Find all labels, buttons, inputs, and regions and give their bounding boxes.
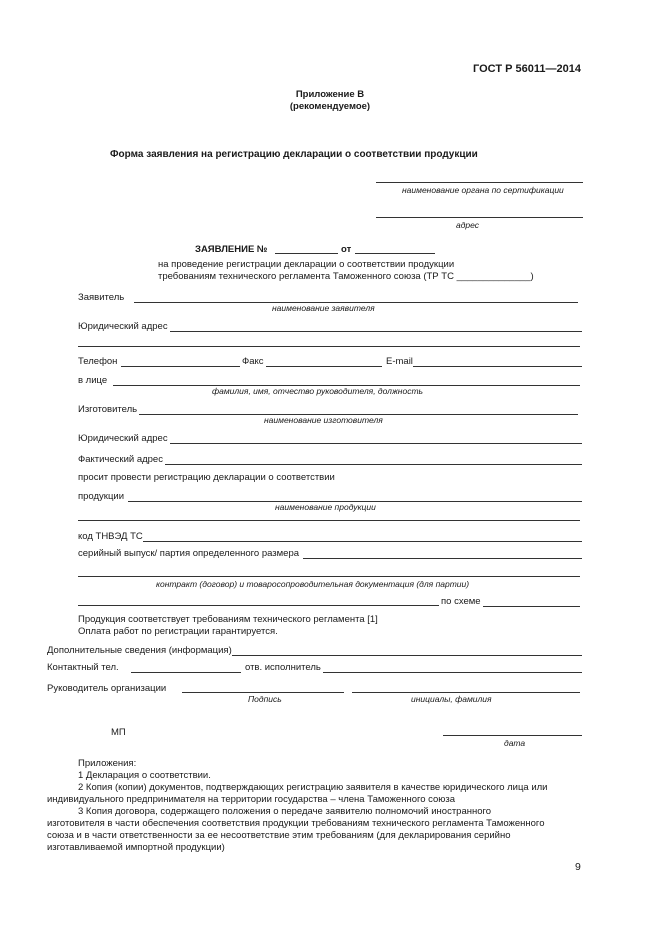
attachment-3-line4: изготавливаемой импортной продукции) xyxy=(47,842,225,853)
attachment-3-line2: изготовителя в части обеспечения соответствия продукции требованиям технического регламента Таможенного xyxy=(47,818,545,829)
additional-label: Дополнительные сведения (информация) xyxy=(47,645,232,656)
product-field[interactable] xyxy=(78,491,582,502)
page-number: 9 xyxy=(575,861,581,873)
legal-address-field[interactable] xyxy=(78,321,582,332)
applicant-caption: наименование заявителя xyxy=(272,303,375,313)
serial-label: серийный выпуск/ партия определенного размера xyxy=(78,548,300,559)
attachment-3-line3: союза и в части ответственности за ее несоответствие этим требованиям (для декларирования серийно xyxy=(47,830,511,841)
contract-caption: контракт (договор) и товаросопроводительная документация (для партии) xyxy=(156,579,470,589)
application-heading-from: от xyxy=(341,244,352,255)
product-line2[interactable] xyxy=(78,520,580,521)
additional-field[interactable] xyxy=(47,645,582,656)
person-label: в лице xyxy=(78,375,108,386)
applicant-field[interactable] xyxy=(78,292,578,303)
applicant-label: Заявитель xyxy=(78,292,125,303)
manufacturer-caption: наименование изготовителя xyxy=(264,415,383,425)
actual-address-field[interactable] xyxy=(78,454,582,465)
legal-address2-field[interactable] xyxy=(78,433,582,444)
attachments-title: Приложения: xyxy=(78,758,137,769)
fax-label: Факс xyxy=(242,356,264,367)
executor-label: отв. исполнитель xyxy=(245,662,321,673)
executor-field[interactable] xyxy=(245,662,582,673)
email-field[interactable] xyxy=(386,356,582,367)
application-line2: требованиям технического регламента Таможенного союза (ТР ТС ______________) xyxy=(158,271,534,282)
head-label: Руководитель организации xyxy=(47,683,167,694)
attachment-2-line1: 2 Копия (копии) документов, подтверждающих регистрацию заявителя в качестве юридического лица или xyxy=(78,782,548,793)
contact-phone-field[interactable] xyxy=(47,662,241,673)
application-line1: на проведение регистрации декларации о соответствии продукции xyxy=(158,259,455,270)
legal-address-label: Юридический адрес xyxy=(78,321,168,332)
initials-caption: инициалы, фамилия xyxy=(411,694,492,704)
address-line xyxy=(376,217,583,218)
actual-address-label: Фактический адрес xyxy=(78,454,163,465)
scheme-left-line[interactable] xyxy=(78,605,439,606)
signature-caption: Подпись xyxy=(248,694,282,704)
address-caption: адрес xyxy=(456,220,480,230)
legal-address-line2[interactable] xyxy=(78,346,580,347)
person-caption: фамилия, имя, отчество руководителя, должность xyxy=(212,386,424,396)
org-caption: наименование органа по сертификации xyxy=(402,185,564,195)
date-line[interactable] xyxy=(443,735,582,736)
conforms-text: Продукция соответствует требованиям технического регламента [1] xyxy=(78,614,378,625)
tnved-field[interactable] xyxy=(78,531,582,542)
serial-field[interactable] xyxy=(78,548,582,559)
tnved-label: код ТНВЭД ТС xyxy=(78,531,143,542)
scheme-label: по схеме xyxy=(441,596,481,607)
payment-text: Оплата работ по регистрации гарантируется. xyxy=(78,626,278,637)
date-caption: дата xyxy=(504,738,526,748)
attachment-2-line2: индивидуального предпринимателя на территории государства – члена Таможенного союза xyxy=(47,794,456,805)
contact-phone-label: Контактный тел. xyxy=(47,662,119,673)
request-text: просит провести регистрацию декларации о соответствии xyxy=(78,472,335,483)
org-line xyxy=(376,182,583,183)
standard-number: ГОСТ Р 56011—2014 xyxy=(473,63,581,75)
attachment-3-line1: 3 Копия договора, содержащего положения о передаче заявителю полномочий иностранного xyxy=(78,806,492,817)
legal-address2-label: Юридический адрес xyxy=(78,433,168,444)
product-caption: наименование продукции xyxy=(275,502,376,512)
manufacturer-label: Изготовитель xyxy=(78,404,138,415)
application-heading-no: ЗАЯВЛЕНИЕ № xyxy=(195,244,268,255)
scheme-field[interactable] xyxy=(441,596,580,607)
attachment-1: 1 Декларация о соответствии. xyxy=(78,770,211,781)
phone-field[interactable] xyxy=(78,356,240,367)
initials-line[interactable] xyxy=(352,692,580,693)
stamp-label: МП xyxy=(111,727,126,738)
person-field[interactable] xyxy=(78,375,580,386)
manufacturer-field[interactable] xyxy=(78,404,578,415)
application-number-line xyxy=(275,253,338,254)
product-label: продукции xyxy=(78,491,125,502)
phone-label: Телефон xyxy=(78,356,118,367)
appendix-title: Приложение В xyxy=(295,89,365,100)
application-date-line xyxy=(355,253,435,254)
signature-line[interactable] xyxy=(182,692,344,693)
contract-line[interactable] xyxy=(78,576,580,577)
appendix-subtitle: (рекомендуемое) xyxy=(289,101,371,112)
fax-field[interactable] xyxy=(242,356,382,367)
form-title: Форма заявления на регистрацию декларации о соответствии продукции xyxy=(110,149,478,160)
email-label: E-mail xyxy=(386,356,413,367)
